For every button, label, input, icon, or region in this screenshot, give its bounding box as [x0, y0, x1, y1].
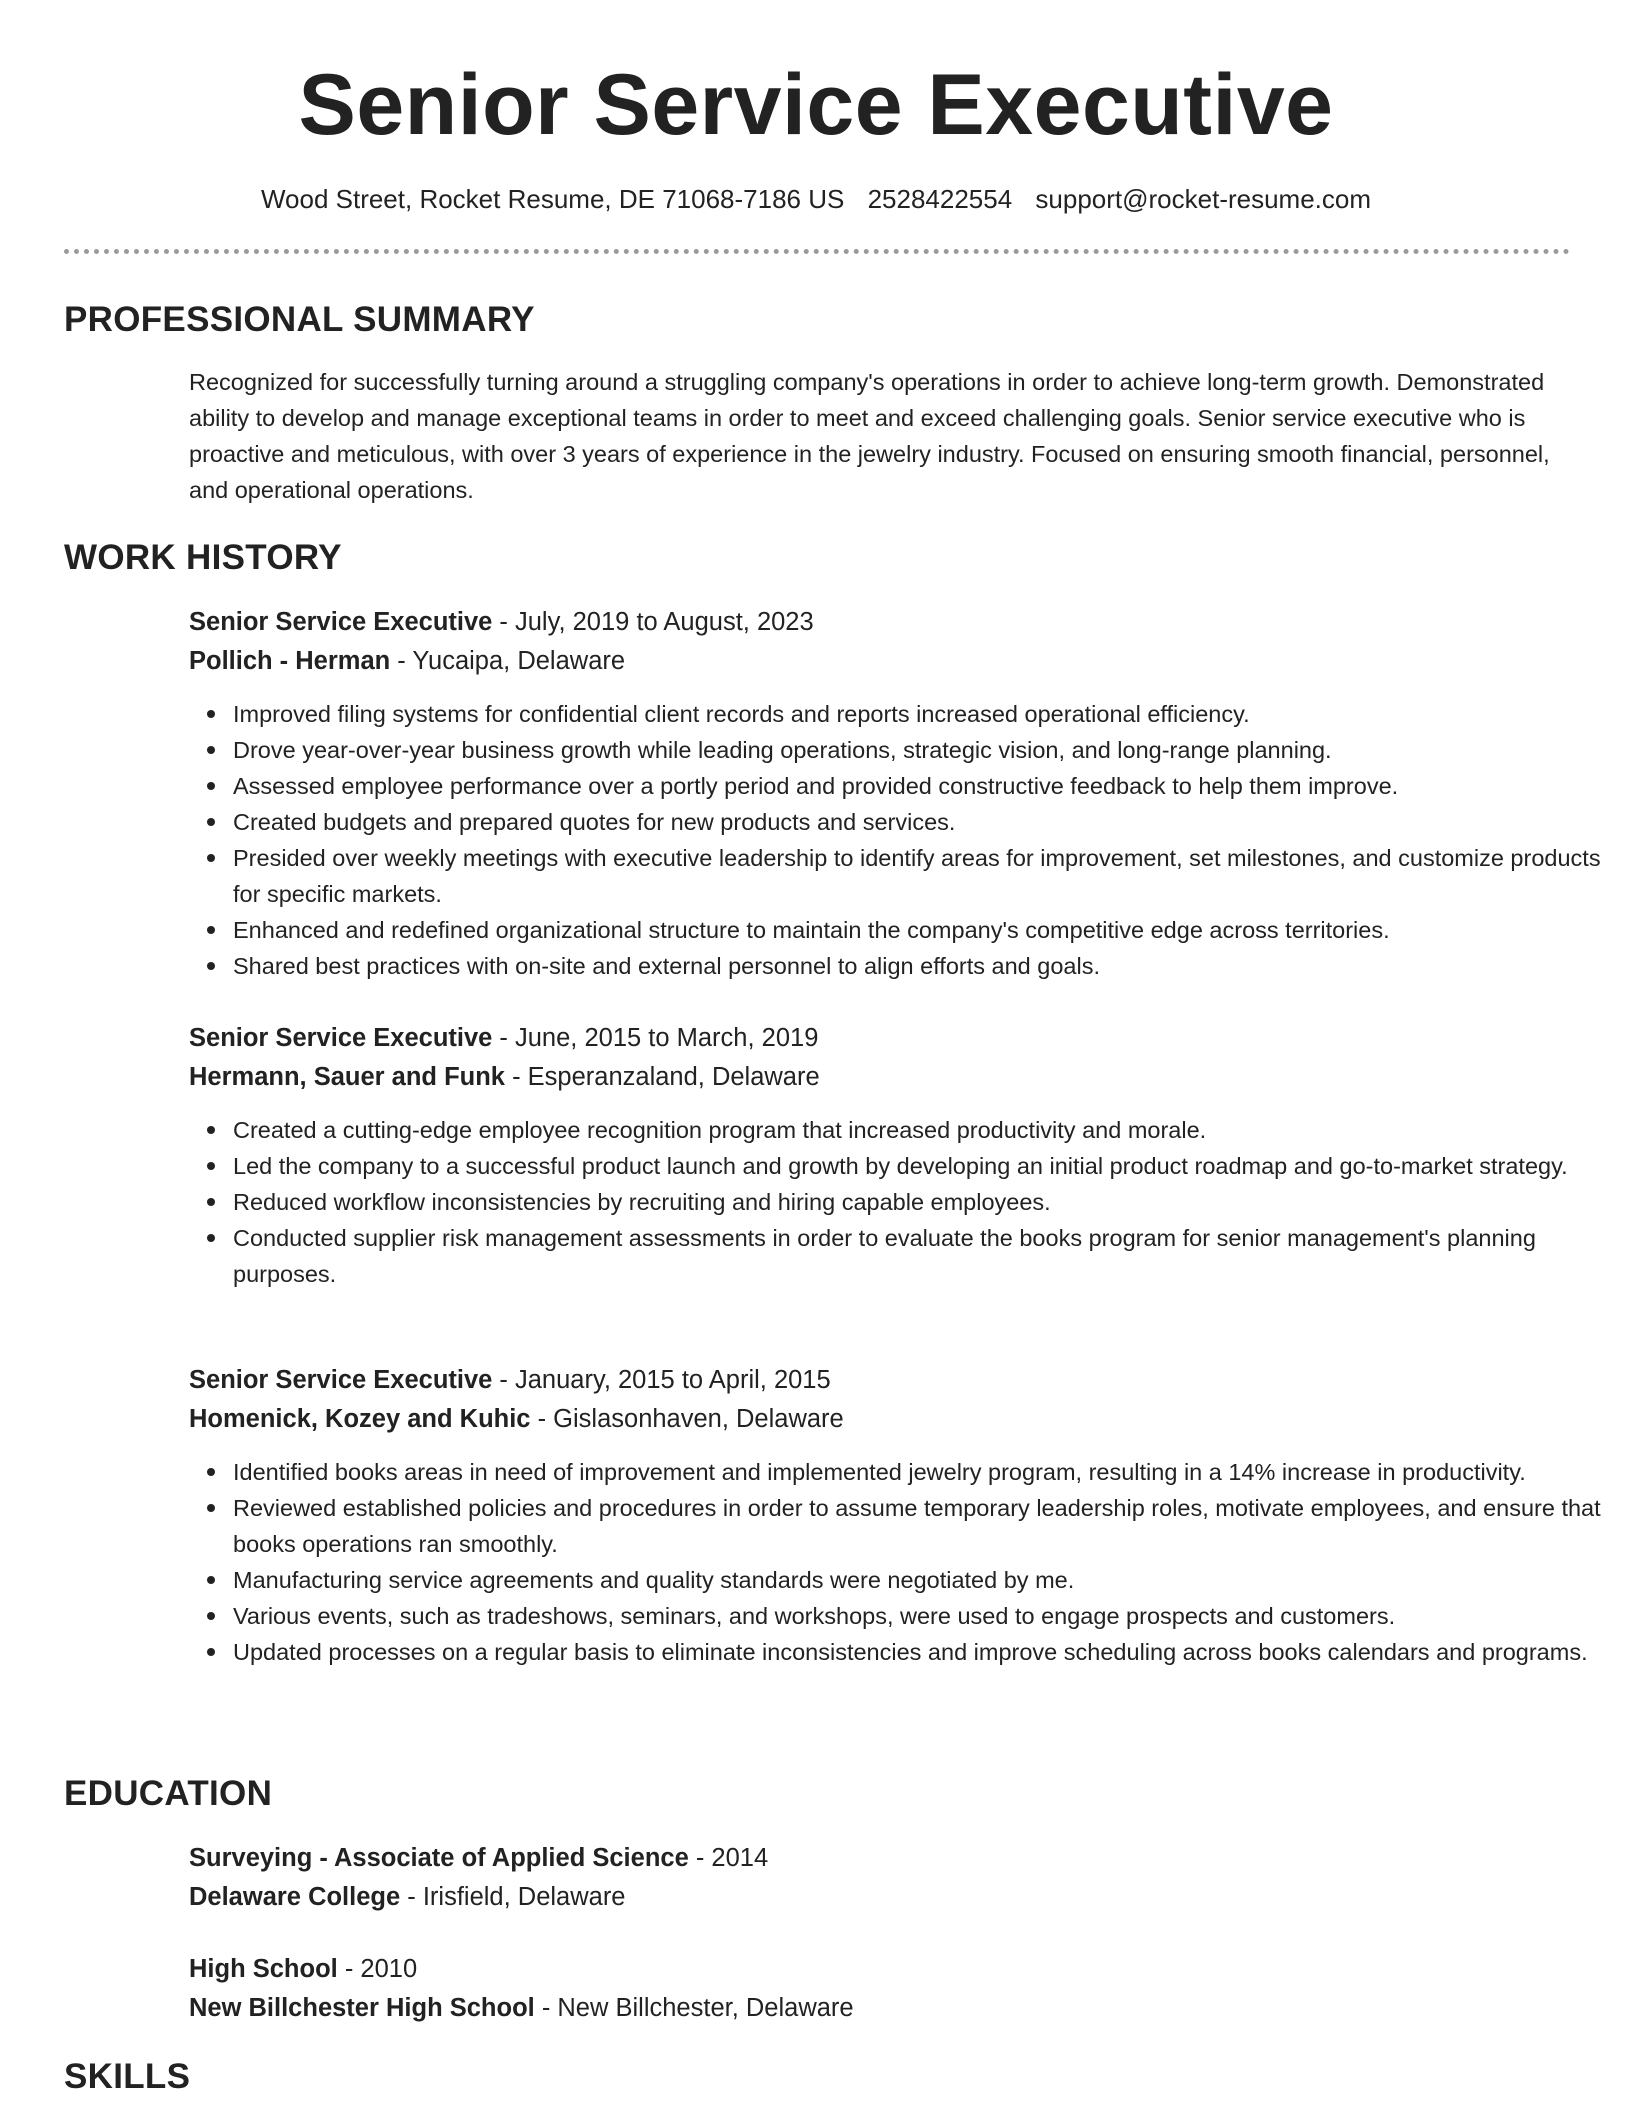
job-bullet: Updated processes on a regular basis to eliminate inconsistencies and improve scheduling across books calendars and programs.	[233, 1634, 1613, 1670]
job-title-line	[189, 1361, 1559, 1400]
job-company: Pollich - Herman	[189, 647, 391, 675]
contact-phone: 2528422554	[867, 184, 1013, 214]
job-bullets	[189, 1112, 1613, 1292]
job-bullet: Improved filing systems for confidential client records and reports increased operational efficiency.	[233, 696, 1613, 732]
job-location: - Gislasonhaven, Delaware	[530, 1405, 844, 1433]
job-bullet: Assessed employee performance over a portly period and provided constructive feedback to help them improve.	[233, 768, 1613, 804]
section-title-skills: SKILLS	[64, 2057, 191, 2096]
education-location: - New Billchester, Delaware	[534, 1994, 854, 2022]
education-entry	[189, 1950, 1559, 2028]
job-company-line	[189, 1400, 1559, 1439]
job-company-line	[189, 642, 1559, 681]
job-bullets	[189, 1454, 1613, 1670]
section-title-work-history: WORK HISTORY	[64, 538, 342, 577]
job-bullet: Drove year-over-year business growth while leading operations, strategic vision, and long-range planning.	[233, 732, 1613, 768]
job-location: - Esperanzaland, Delaware	[505, 1063, 820, 1091]
job-company-line	[189, 1058, 1559, 1097]
contact-address: Wood Street, Rocket Resume, DE 71068-7186 US	[260, 184, 845, 214]
job-dates: - January, 2015 to April, 2015	[492, 1366, 831, 1394]
job-bullet: Reduced workflow inconsistencies by recruiting and hiring capable employees.	[233, 1184, 1613, 1220]
resume-name: Senior Service Executive	[298, 57, 1334, 153]
contact-email: support@rocket-resume.com	[1035, 184, 1372, 214]
education-school: New Billchester High School	[189, 1994, 535, 2022]
job-bullet: Enhanced and redefined organizational structure to maintain the company's competitive edge across territories.	[233, 912, 1613, 948]
job-bullet: Conducted supplier risk management assessments in order to evaluate the books program for senior management's planning purposes.	[233, 1220, 1613, 1292]
education-degree: High School	[189, 1955, 338, 1983]
job-bullet: Reviewed established policies and procedures in order to assume temporary leadership roles, motivate employees, and ensure that books operations ran smoothly.	[233, 1490, 1613, 1562]
education-location: - Irisfield, Delaware	[400, 1883, 626, 1911]
section-title-summary: PROFESSIONAL SUMMARY	[64, 300, 535, 339]
education-entry	[189, 1839, 1559, 1917]
education-year: - 2014	[688, 1844, 769, 1872]
job-bullet: Manufacturing service agreements and quality standards were negotiated by me.	[233, 1562, 1613, 1598]
education-degree: Surveying - Associate of Applied Science	[189, 1844, 689, 1872]
job-location: - Yucaipa, Delaware	[390, 647, 626, 675]
contact-line	[0, 179, 1632, 219]
job-bullet: Created budgets and prepared quotes for new products and services.	[233, 804, 1613, 840]
education-degree-line	[189, 1950, 1559, 1989]
job-entry	[189, 1019, 1568, 1292]
job-bullets	[189, 696, 1613, 984]
education-school-line	[189, 1878, 1559, 1917]
job-bullet: Various events, such as tradeshows, seminars, and workshops, were used to engage prospects and customers.	[233, 1598, 1613, 1634]
section-title-education: EDUCATION	[64, 1774, 273, 1813]
education-school-line	[189, 1989, 1559, 2028]
job-title-line	[189, 1019, 1559, 1058]
job-bullet: Created a cutting-edge employee recognition program that increased productivity and morale.	[233, 1112, 1613, 1148]
job-dates: - July, 2019 to August, 2023	[492, 608, 814, 636]
education-degree-line	[189, 1839, 1559, 1878]
job-role: Senior Service Executive	[189, 608, 493, 636]
job-role: Senior Service Executive	[189, 1366, 493, 1394]
job-bullet: Presided over weekly meetings with executive leadership to identify areas for improvement, set milestones, and customize products for specific markets.	[233, 840, 1613, 912]
education-school: Delaware College	[189, 1883, 401, 1911]
job-entry	[189, 1361, 1601, 1670]
job-company: Hermann, Sauer and Funk	[189, 1063, 505, 1091]
job-bullet: Identified books areas in need of improvement and implemented jewelry program, resulting in a 14% increase in productivity.	[233, 1454, 1613, 1490]
header-divider	[64, 249, 1570, 254]
job-title-line	[189, 603, 1559, 642]
job-bullet: Led the company to a successful product launch and growth by developing an initial product roadmap and go-to-market strategy.	[233, 1148, 1613, 1184]
summary-text: Recognized for successfully turning around a struggling company's operations in order to achieve long-term growth. Demonstrated ability to develop and manage exceptional teams in order to meet and exceed challenging goals. Senior service executive who is proactive and meticulous, with over 3 years of experience in the jewelry industry. Focused on ensuring smooth financial, personnel, and operational operations.	[189, 369, 1550, 503]
job-company: Homenick, Kozey and Kuhic	[189, 1405, 531, 1433]
job-entry	[189, 603, 1601, 984]
education-year: - 2010	[337, 1955, 418, 1983]
job-bullet: Shared best practices with on-site and external personnel to align efforts and goals.	[233, 948, 1613, 984]
job-role: Senior Service Executive	[189, 1024, 493, 1052]
job-dates: - June, 2015 to March, 2019	[492, 1024, 819, 1052]
